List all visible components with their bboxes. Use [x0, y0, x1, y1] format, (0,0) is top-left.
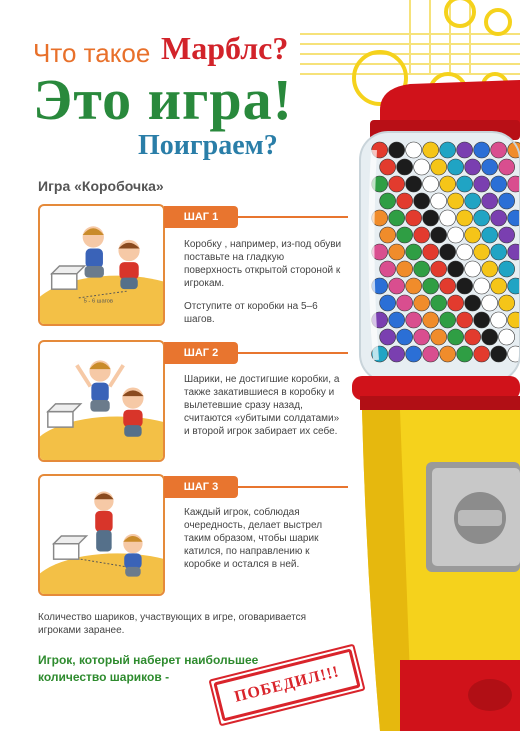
marble	[448, 193, 464, 209]
marble	[474, 346, 490, 362]
marble	[457, 312, 473, 328]
marble	[491, 244, 507, 260]
step-2-text	[184, 373, 344, 448]
marble	[397, 159, 413, 175]
step-1-illustration	[38, 204, 165, 326]
game-title: Игра «Коробочка»	[38, 178, 164, 194]
marble	[389, 244, 405, 260]
marble	[499, 261, 515, 277]
marble	[440, 278, 456, 294]
marble	[440, 346, 456, 362]
marble	[431, 193, 447, 209]
marble	[482, 193, 498, 209]
marble	[448, 295, 464, 311]
marble	[380, 193, 396, 209]
marble	[491, 176, 507, 192]
marble	[397, 329, 413, 345]
marble	[499, 159, 515, 175]
step-3-divider	[238, 486, 348, 488]
winner-stamp: ПОБЕДИЛ!!!	[213, 648, 360, 721]
marble	[389, 142, 405, 158]
marble	[389, 346, 405, 362]
marble	[431, 329, 447, 345]
marble	[397, 227, 413, 243]
marble	[491, 210, 507, 226]
marble	[423, 142, 439, 158]
marble	[380, 295, 396, 311]
marble	[397, 295, 413, 311]
marble	[457, 244, 473, 260]
step-3-paragraph-1: Каждый игрок, соблюдая очередность, делает выстрел таким образом, чтобы шарик катился, по направлению к коробке и остался в ней.	[184, 507, 323, 570]
title-marbles: Марблс?	[161, 30, 289, 66]
marble	[423, 176, 439, 192]
marble	[482, 329, 498, 345]
title-its-a-game: Это игра!	[33, 67, 293, 132]
marble	[380, 227, 396, 243]
marble	[499, 227, 515, 243]
marble	[482, 159, 498, 175]
marble	[440, 176, 456, 192]
marble	[406, 244, 422, 260]
marble	[406, 210, 422, 226]
gumball-machine-image	[340, 70, 520, 731]
marble	[465, 159, 481, 175]
title-question-part: Что такое	[33, 38, 151, 68]
marble	[406, 346, 422, 362]
marble	[423, 210, 439, 226]
marble	[406, 176, 422, 192]
marble	[474, 312, 490, 328]
marble	[406, 278, 422, 294]
step-2-divider	[238, 352, 348, 354]
marble	[499, 329, 515, 345]
marble	[499, 193, 515, 209]
marble	[465, 193, 481, 209]
marble	[389, 210, 405, 226]
marble	[482, 295, 498, 311]
marble	[423, 312, 439, 328]
marble	[457, 176, 473, 192]
marble	[406, 142, 422, 158]
marble	[431, 227, 447, 243]
step-2-illustration	[38, 340, 165, 462]
marble	[448, 227, 464, 243]
step-1-paragraph-2: Отступите от коробки на 5–6 шагов.	[184, 301, 318, 325]
marble	[423, 244, 439, 260]
step-3-text	[184, 506, 344, 581]
marble	[440, 210, 456, 226]
marble	[482, 261, 498, 277]
marble	[414, 193, 430, 209]
marble	[440, 244, 456, 260]
marble	[499, 295, 515, 311]
marble	[414, 295, 430, 311]
marble	[465, 295, 481, 311]
marble	[457, 278, 473, 294]
marble	[448, 261, 464, 277]
marble	[465, 329, 481, 345]
marble	[431, 159, 447, 175]
marble	[397, 261, 413, 277]
marble	[397, 193, 413, 209]
marble	[465, 261, 481, 277]
marble	[423, 346, 439, 362]
step-3-badge: ШАГ 3	[164, 476, 238, 498]
marble	[414, 261, 430, 277]
marble	[414, 159, 430, 175]
marble	[448, 159, 464, 175]
marble	[457, 346, 473, 362]
marble	[440, 312, 456, 328]
marble	[474, 210, 490, 226]
marble	[389, 312, 405, 328]
step-1-distance-label: 5 - 6 шагов	[83, 298, 113, 305]
marble	[491, 312, 507, 328]
marble	[389, 278, 405, 294]
marble	[474, 244, 490, 260]
step-3-illustration	[38, 474, 165, 596]
marble	[491, 346, 507, 362]
marble	[474, 278, 490, 294]
marble	[457, 142, 473, 158]
marble	[414, 329, 430, 345]
marble	[406, 312, 422, 328]
marble	[457, 210, 473, 226]
marble	[448, 329, 464, 345]
rules-note: Количество шариков, участвующих в игре, оговаривается игроками заранее.	[38, 612, 307, 636]
step-1-text	[184, 238, 344, 336]
step-1-badge: ШАГ 1	[164, 206, 238, 228]
marble	[380, 261, 396, 277]
marble	[380, 159, 396, 175]
marble	[389, 176, 405, 192]
marble	[380, 329, 396, 345]
step-2-badge: ШАГ 2	[164, 342, 238, 364]
step-1-paragraph-1: Коробку , например, из-под обуви поставьте на гладкую поверхность открытой стороной к игрокам.	[184, 239, 342, 289]
title-lets-play: Поиграем?	[138, 130, 278, 161]
step-1-divider	[238, 216, 348, 218]
winner-text: Игрок, который наберет наибольшее количество шариков -	[38, 653, 259, 684]
marble	[491, 142, 507, 158]
marble	[423, 278, 439, 294]
marble	[431, 261, 447, 277]
step-2-paragraph-1: Шарики, не достигшие коробки, а также закатившиеся в коробку и вылетевшие сразу назад, считаются «убитыми солдатами» и второй игрок забирает их себе.	[184, 374, 340, 437]
marble	[465, 227, 481, 243]
marble	[491, 278, 507, 294]
marble	[440, 142, 456, 158]
marble	[414, 227, 430, 243]
marble	[482, 227, 498, 243]
marble	[431, 295, 447, 311]
marble	[474, 176, 490, 192]
marble	[474, 142, 490, 158]
